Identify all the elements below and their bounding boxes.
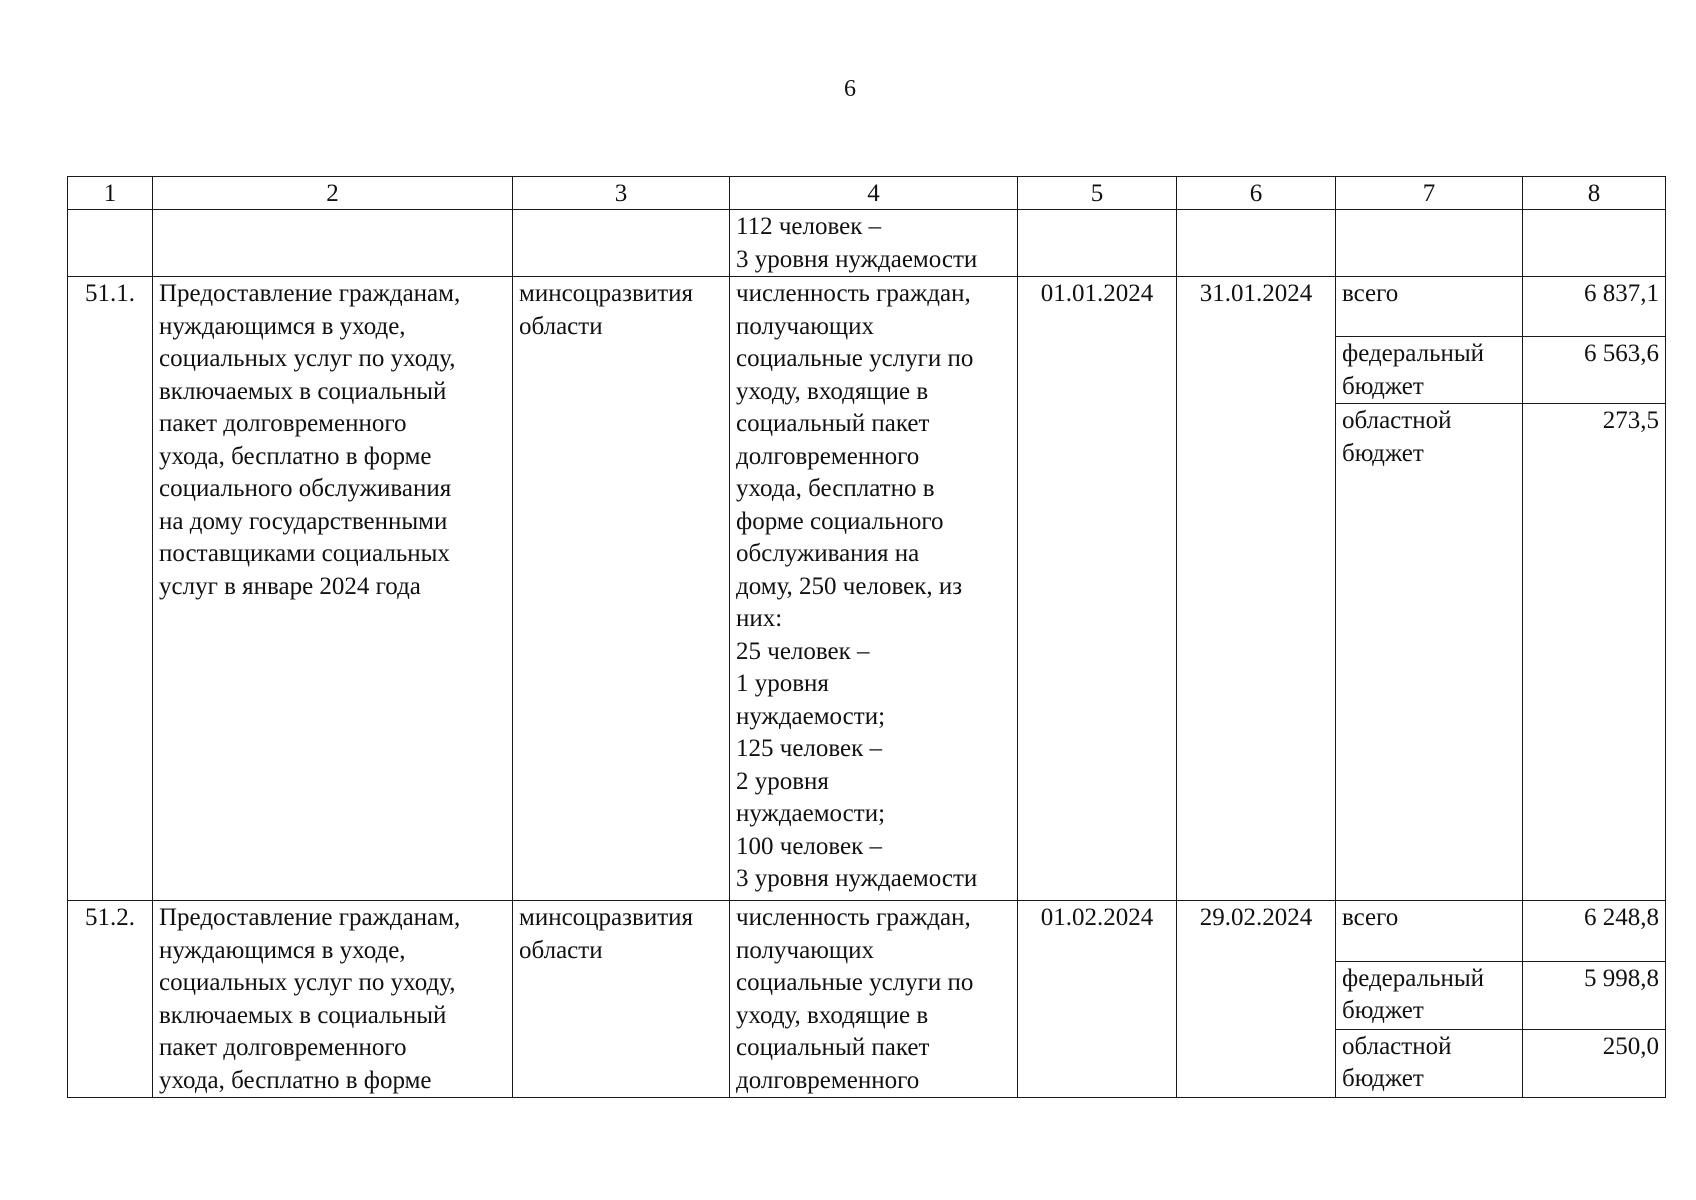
indicator-line: ухода, бесплатно в — [736, 475, 935, 502]
cell-empty — [1523, 210, 1666, 277]
column-number-7: 7 — [1336, 177, 1523, 210]
description-line: нуждающимся в уходе, — [159, 312, 406, 340]
funding-source — [1336, 901, 1523, 962]
indicator-line: 25 человек – — [736, 637, 870, 665]
executor-line: области — [519, 312, 603, 340]
description-line: ухода, бесплатно в форме — [159, 1066, 432, 1094]
description-line: социальных услуг по уходу, — [159, 969, 456, 996]
indicator-line: 1 уровня — [736, 670, 829, 697]
description-line: Предоставление гражданам, — [159, 280, 461, 307]
indicator-line: 3 уровня нуждаемости — [736, 865, 978, 892]
indicator-line: 112 человек – — [736, 213, 882, 240]
funding-source-line: бюджет — [1342, 372, 1424, 400]
funding-amount: 5 998,8 — [1523, 961, 1666, 1029]
item-number: 51.1. — [68, 277, 153, 901]
funding-amount: 6 248,8 — [1523, 901, 1666, 962]
indicator-line: получающих — [736, 312, 875, 340]
indicator-line: 3 уровня нуждаемости — [736, 245, 978, 273]
indicator-line: 2 уровня — [736, 767, 829, 795]
description-line: социальных услуг по уходу, — [159, 345, 456, 372]
table-row — [68, 901, 1666, 962]
executor-cell — [513, 901, 730, 1098]
indicator-cell — [730, 277, 1018, 901]
funding-source — [1336, 1029, 1523, 1097]
description-line: включаемых в социальный — [159, 377, 447, 405]
description-line: включаемых в социальный — [159, 1001, 447, 1029]
description-cell — [153, 901, 513, 1098]
indicator-line: численность граждан, — [736, 904, 971, 931]
measures-table — [67, 176, 1666, 1098]
table-row — [68, 277, 1666, 337]
indicator-line: социальный пакет — [736, 410, 930, 437]
funding-source — [1336, 404, 1523, 901]
funding-source — [1336, 337, 1523, 404]
column-number-6: 6 — [1177, 177, 1336, 210]
description-line: Предоставление гражданам, — [159, 904, 461, 931]
funding-source-line: областной — [1342, 407, 1452, 434]
column-number-1: 1 — [68, 177, 153, 210]
indicator-line: обслуживания на — [736, 540, 920, 567]
start-date: 01.02.2024 — [1018, 901, 1177, 1098]
description-line: нуждающимся в уходе, — [159, 936, 406, 964]
indicator-line: социальные услуги по — [736, 969, 974, 996]
indicator-line: нуждаемости; — [736, 702, 886, 730]
funding-source — [1336, 961, 1523, 1029]
start-date: 01.01.2024 — [1018, 277, 1177, 901]
funding-amount: 273,5 — [1523, 404, 1666, 901]
indicator-cell — [730, 901, 1018, 1098]
executor-line: минсоцразвития — [519, 280, 694, 307]
column-number-3: 3 — [513, 177, 730, 210]
indicator-line: социальные услуги по — [736, 345, 974, 372]
page-number: 6 — [844, 76, 856, 102]
indicator-cell — [730, 210, 1018, 277]
funding-source-line: областной — [1342, 1032, 1452, 1060]
funding-source-line: федеральный — [1342, 964, 1485, 992]
funding-amount: 250,0 — [1523, 1029, 1666, 1097]
indicator-line: дому, 250 человек, из — [736, 572, 963, 600]
description-line: на дому государственными — [159, 507, 448, 535]
cell-empty — [513, 210, 730, 277]
description-line: пакет долговременного — [159, 410, 407, 437]
end-date: 31.01.2024 — [1177, 277, 1336, 901]
funding-source-line: бюджет — [1342, 997, 1424, 1025]
funding-source-line: федеральный — [1342, 340, 1485, 367]
column-number-8: 8 — [1523, 177, 1666, 210]
description-line: услуг в январе 2024 года — [159, 572, 421, 600]
funding-source-line: всего — [1342, 904, 1399, 931]
indicator-line: численность граждан, — [736, 280, 971, 307]
indicator-line: форме социального — [736, 507, 944, 535]
cell-empty — [153, 210, 513, 277]
column-number-5: 5 — [1018, 177, 1177, 210]
indicator-line: уходу, входящие в — [736, 377, 929, 405]
indicator-line: нуждаемости; — [736, 800, 886, 827]
description-line: пакет долговременного — [159, 1034, 407, 1061]
description-line: поставщиками социальных — [159, 540, 450, 567]
cell-empty — [68, 210, 153, 277]
funding-amount: 6 837,1 — [1523, 277, 1666, 337]
executor-line: минсоцразвития — [519, 904, 694, 931]
indicator-line: 125 человек – — [736, 735, 883, 762]
end-date: 29.02.2024 — [1177, 901, 1336, 1098]
cell-empty — [1177, 210, 1336, 277]
column-number-2: 2 — [153, 177, 513, 210]
funding-source — [1336, 277, 1523, 337]
continuation-row — [68, 210, 1666, 277]
description-line: социального обслуживания — [159, 475, 452, 502]
executor-line: области — [519, 936, 603, 964]
item-number: 51.2. — [68, 901, 153, 1098]
funding-source-line: бюджет — [1342, 1065, 1424, 1093]
indicator-line: них: — [736, 605, 783, 632]
indicator-line: 100 человек – — [736, 832, 883, 860]
indicator-line: долговременного — [736, 442, 920, 470]
executor-cell — [513, 277, 730, 901]
column-number-row — [68, 177, 1666, 210]
description-line: ухода, бесплатно в форме — [159, 442, 432, 470]
cell-empty — [1336, 210, 1523, 277]
indicator-line: получающих — [736, 936, 875, 964]
indicator-line: долговременного — [736, 1066, 920, 1094]
indicator-line: социальный пакет — [736, 1034, 930, 1061]
description-cell — [153, 277, 513, 901]
column-number-4: 4 — [730, 177, 1018, 210]
funding-amount: 6 563,6 — [1523, 337, 1666, 404]
funding-source-line: всего — [1342, 280, 1399, 307]
funding-source-line: бюджет — [1342, 439, 1424, 467]
indicator-line: уходу, входящие в — [736, 1001, 929, 1029]
cell-empty — [1018, 210, 1177, 277]
